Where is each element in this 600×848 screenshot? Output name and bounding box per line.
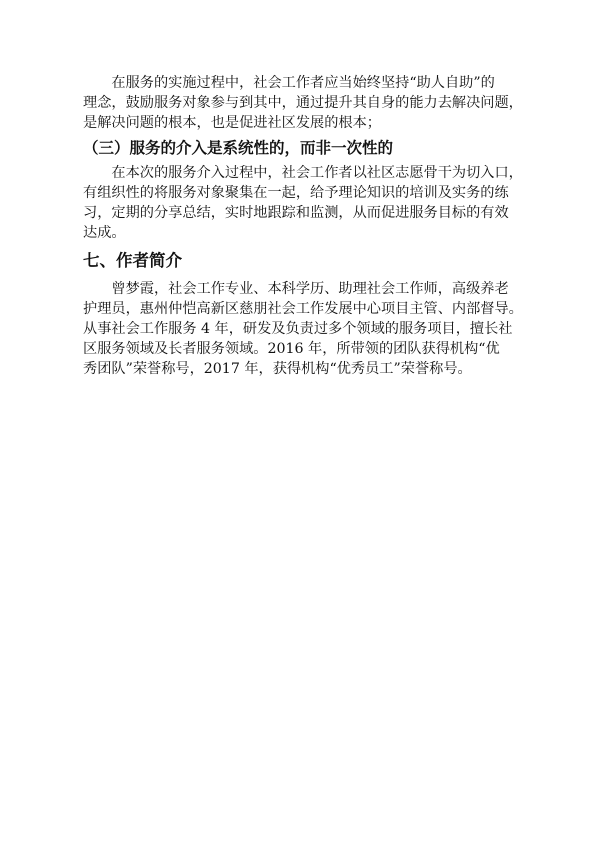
paragraph-line: 有组织性的将服务对象聚集在一起，给予理论知识的培训及实务的练 bbox=[83, 185, 509, 201]
paragraph-line: 护理员，惠州仲恺高新区慈朋社会工作发展中心项目主管、内部督导。 bbox=[83, 301, 523, 317]
paragraph-line: 秀团队”荣誉称号，2017 年，获得机构“优秀员工”荣誉称号。 bbox=[83, 361, 472, 377]
paragraph-line: 在本次的服务介入过程中，社会工作者以社区志愿骨干为切入口， bbox=[111, 165, 523, 181]
subheading-systematic-intervention: （三）服务的介入是系统性的，而非一次性的 bbox=[83, 139, 394, 157]
paragraph-service-principle bbox=[83, 72, 523, 132]
paragraph-intervention-process bbox=[83, 162, 523, 242]
paragraph-line: 是解决问题的根本，也是促进社区发展的根本； bbox=[83, 115, 381, 131]
paragraph-line: 曾梦霞，社会工作专业、本科学历、助理社会工作师，高级养老 bbox=[111, 281, 509, 297]
paragraph-line: 达成。 bbox=[83, 225, 126, 241]
paragraph-line: 从事社会工作服务 4 年，研发及负责过多个领域的服务项目，擅长社 bbox=[83, 321, 513, 337]
paragraph-line: 区服务领域及长者服务领域。2016 年，所带领的团队获得机构“优 bbox=[83, 341, 500, 357]
paragraph-line: 习，定期的分享总结，实时地跟踪和监测，从而促进服务目标的有效 bbox=[83, 205, 509, 221]
section-heading-author-bio: 七、作者简介 bbox=[83, 251, 182, 270]
paragraph-line: 理念，鼓励服务对象参与到其中，通过提升其自身的能力去解决问题， bbox=[83, 95, 523, 111]
paragraph-author-bio bbox=[83, 278, 523, 378]
paragraph-line: 在服务的实施过程中，社会工作者应当始终坚持“助人自助”的 bbox=[111, 75, 495, 91]
document-body bbox=[83, 72, 523, 378]
